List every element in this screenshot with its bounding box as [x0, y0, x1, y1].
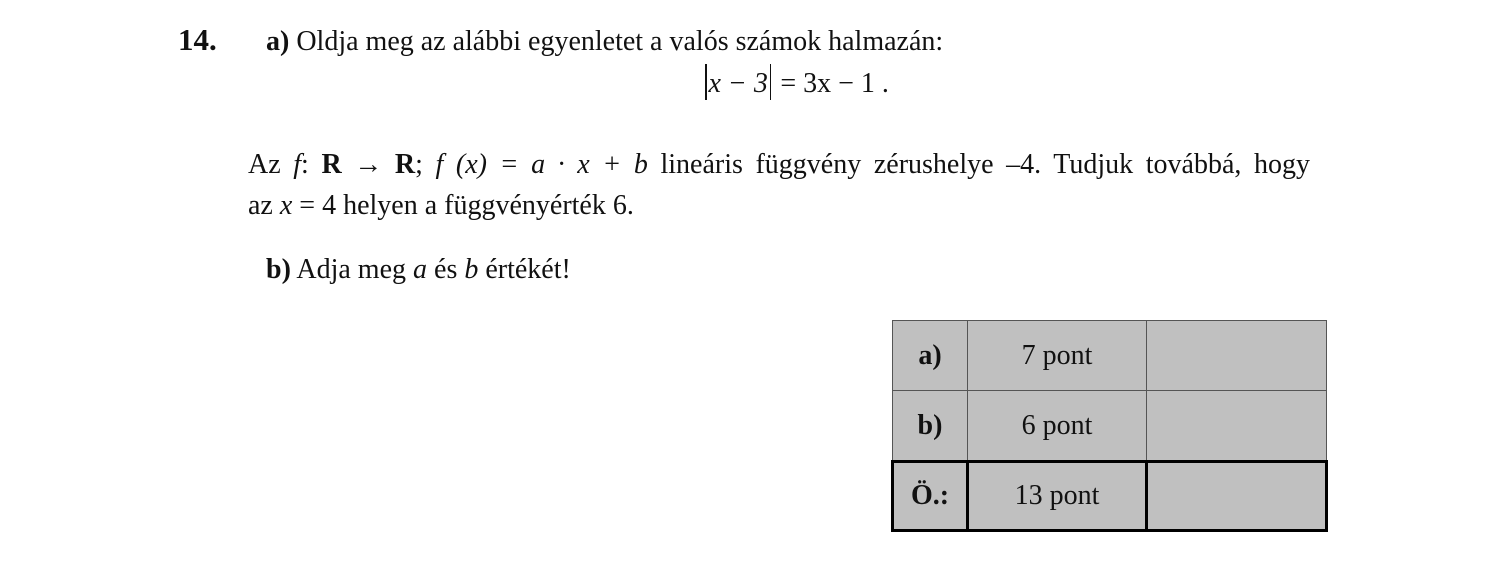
score-earned-cell[interactable]: [1147, 321, 1327, 391]
function-description: [248, 144, 1310, 226]
score-table: [891, 320, 1328, 532]
intro-semicolon: ;: [415, 149, 423, 180]
score-total-points: 13 pont: [968, 462, 1147, 531]
problem-number: 14.: [178, 22, 217, 57]
score-earned-cell[interactable]: [1147, 391, 1327, 462]
abs-bar-right: [770, 64, 772, 100]
score-part-label: b): [893, 391, 968, 462]
part-b-var-b: b: [464, 254, 479, 285]
part-a-prompt: [266, 26, 943, 58]
intro-az: Az: [248, 149, 281, 180]
part-b-var-a: a: [413, 254, 428, 285]
intro-reals-domain: R: [321, 149, 342, 180]
equation-abs-content: x − 3: [708, 68, 768, 99]
part-a-label: a): [266, 26, 290, 57]
equation-rhs: = 3x − 1 .: [780, 68, 889, 99]
intro-reals-codomain: R: [394, 149, 416, 180]
part-b-text-end: értékét!: [485, 254, 571, 285]
intro-function-formula: f (x) = a · x + b: [435, 149, 648, 180]
intro-arrow: →: [354, 149, 383, 180]
part-b-prompt: [266, 254, 571, 286]
intro-line-1-rest: lineáris függvény zérushelye –4. Tudjuk továbbá, hogy: [660, 149, 1311, 180]
score-row-total: [893, 462, 1327, 531]
score-max-points: 7 pont: [968, 321, 1147, 391]
part-b-text-start: Adja meg: [296, 254, 407, 285]
intro-f: f: [293, 149, 302, 180]
intro-line-1: [248, 144, 1310, 185]
abs-bar-left: [705, 64, 707, 100]
score-max-points: 6 pont: [968, 391, 1147, 462]
part-a-equation: [703, 64, 889, 100]
intro-line-2-az: az: [248, 190, 273, 221]
intro-line-2-rest: = 4 helyen a függvényérték 6.: [299, 190, 634, 221]
score-part-label: a): [893, 321, 968, 391]
score-total-earned-cell[interactable]: [1147, 462, 1327, 531]
part-b-es: és: [434, 254, 458, 285]
intro-line-2: [248, 185, 1310, 226]
score-total-label: Ö.:: [893, 462, 968, 531]
score-row-b: [893, 391, 1327, 462]
score-row-a: [893, 321, 1327, 391]
intro-colon: :: [301, 149, 309, 180]
part-b-label: b): [266, 254, 291, 285]
intro-line-2-x: x: [279, 190, 293, 221]
part-a-text: Oldja meg az alábbi egyenletet a valós számok halmazán:: [296, 26, 944, 57]
